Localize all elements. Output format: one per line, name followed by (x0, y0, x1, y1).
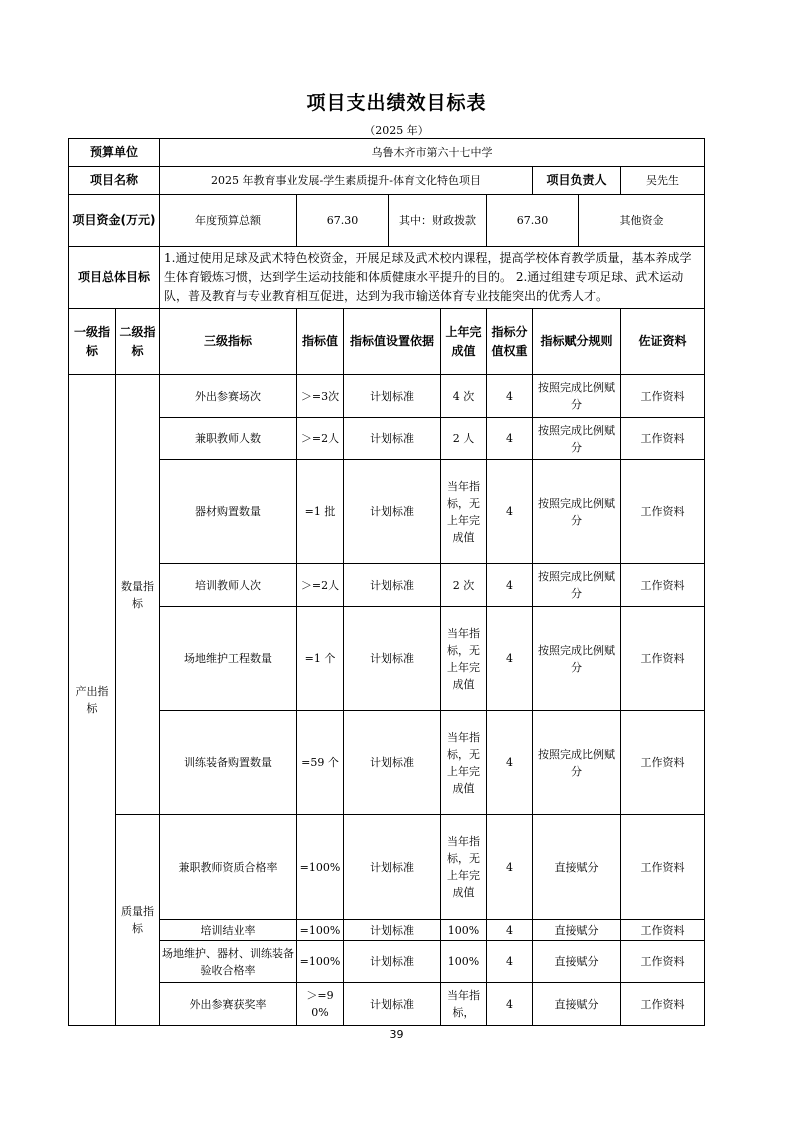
indicator-last-year: 当年指标，无上年完成值 (441, 711, 487, 815)
indicator-weight: 4 (487, 418, 533, 460)
indicator-rule: 直接赋分 (533, 815, 621, 920)
indicator-value: ＞=90% (297, 983, 344, 1026)
indicator-value: =1 批 (297, 460, 344, 564)
indicator-rule: 按照完成比例赋分 (533, 418, 621, 460)
fiscal-label: 其中：财政拨款 (389, 195, 487, 247)
page-title: 项目支出绩效目标表 (306, 92, 487, 114)
indicator-name: 训练装备购置数量 (160, 711, 297, 815)
indicator-rule: 直接赋分 (533, 920, 621, 941)
indicator-value: ＞=2人 (297, 418, 344, 460)
indicator-name: 兼职教师人数 (160, 418, 297, 460)
indicator-value: =1 个 (297, 607, 344, 711)
indicator-value: =59 个 (297, 711, 344, 815)
indicator-evidence: 工作资料 (621, 815, 705, 920)
header-level2: 二级指标 (116, 309, 160, 375)
level2-quality: 质量指标 (116, 815, 160, 1026)
indicator-evidence: 工作资料 (621, 375, 705, 418)
annual-budget-label: 年度预算总额 (160, 195, 297, 247)
indicator-weight: 4 (487, 983, 533, 1026)
indicator-weight: 4 (487, 375, 533, 418)
indicator-name: 外出参赛获奖率 (160, 983, 297, 1026)
page-number: 39 (389, 1028, 404, 1041)
indicator-name: 培训教师人次 (160, 564, 297, 607)
indicator-evidence: 工作资料 (621, 460, 705, 564)
indicator-last-year: 2 次 (441, 564, 487, 607)
indicator-evidence: 工作资料 (621, 607, 705, 711)
indicator-rule: 按照完成比例赋分 (533, 607, 621, 711)
indicator-weight: 4 (487, 711, 533, 815)
indicator-weight: 4 (487, 607, 533, 711)
indicator-rule: 按照完成比例赋分 (533, 711, 621, 815)
indicator-value: =100% (297, 815, 344, 920)
indicator-name: 培训结业率 (160, 920, 297, 941)
funds-label: 项目资金(万元) (69, 195, 160, 247)
indicator-basis: 计划标准 (344, 564, 441, 607)
header-value: 指标值 (297, 309, 344, 375)
year-label: （2025 年） (364, 124, 429, 137)
indicator-name: 场地维护、器材、训练装备验收合格率 (160, 941, 297, 983)
indicator-last-year: 当年指标， (441, 983, 487, 1026)
indicator-last-year: 100% (441, 941, 487, 983)
indicator-evidence: 工作资料 (621, 920, 705, 941)
indicator-name: 兼职教师资质合格率 (160, 815, 297, 920)
indicator-last-year: 当年指标，无上年完成值 (441, 815, 487, 920)
indicator-evidence: 工作资料 (621, 941, 705, 983)
budget-unit-label: 预算单位 (69, 139, 160, 167)
header-last-year: 上年完成值 (441, 309, 487, 375)
indicator-value: =100% (297, 920, 344, 941)
indicator-last-year: 当年指标，无上年完成值 (441, 607, 487, 711)
indicator-last-year: 2 人 (441, 418, 487, 460)
indicator-weight: 4 (487, 460, 533, 564)
project-name-value: 2025 年教育事业发展-学生素质提升-体育文化特色项目 (160, 167, 533, 195)
level1-output: 产出指标 (69, 375, 116, 1026)
indicator-name: 外出参赛场次 (160, 375, 297, 418)
indicator-rule: 直接赋分 (533, 983, 621, 1026)
indicator-basis: 计划标准 (344, 460, 441, 564)
other-funds-label: 其他资金 (579, 195, 705, 247)
indicator-evidence: 工作资料 (621, 564, 705, 607)
indicator-last-year: 当年指标，无上年完成值 (441, 460, 487, 564)
indicator-rule: 直接赋分 (533, 941, 621, 983)
goal-label: 项目总体目标 (69, 247, 160, 309)
header-basis: 指标值设置依据 (344, 309, 441, 375)
budget-unit-value: 乌鲁木齐市第六十七中学 (160, 139, 705, 167)
indicator-basis: 计划标准 (344, 920, 441, 941)
indicator-name: 器材购置数量 (160, 460, 297, 564)
indicator-basis: 计划标准 (344, 983, 441, 1026)
header-evidence: 佐证资料 (621, 309, 705, 375)
project-leader-label: 项目负责人 (533, 167, 621, 195)
header-rule: 指标赋分规则 (533, 309, 621, 375)
indicator-last-year: 100% (441, 920, 487, 941)
indicator-last-year: 4 次 (441, 375, 487, 418)
fiscal-value: 67.30 (487, 195, 579, 247)
indicator-basis: 计划标准 (344, 607, 441, 711)
indicator-weight: 4 (487, 920, 533, 941)
indicator-rule: 按照完成比例赋分 (533, 375, 621, 418)
header-level3: 三级指标 (160, 309, 297, 375)
indicator-value: ＞=2人 (297, 564, 344, 607)
indicator-evidence: 工作资料 (621, 418, 705, 460)
indicator-weight: 4 (487, 564, 533, 607)
project-name-label: 项目名称 (69, 167, 160, 195)
header-level1: 一级指标 (69, 309, 116, 375)
indicator-rule: 按照完成比例赋分 (533, 564, 621, 607)
indicator-basis: 计划标准 (344, 711, 441, 815)
level2-quantity: 数量指标 (116, 375, 160, 815)
header-weight: 指标分值权重 (487, 309, 533, 375)
indicator-basis: 计划标准 (344, 375, 441, 418)
project-leader-value: 吴先生 (621, 167, 705, 195)
goal-text: 1.通过使用足球及武术特色校资金，开展足球及武术校内课程，提高学校体育教学质量，基本养成学生体育锻炼习惯，达到学生运动技能和体质健康水平提升的目的。 2.通过组建专项足球、武术运动队，普及教育与专业教育相互促进，达到为我市输送体育专业技能突出的优秀人才。 (160, 247, 705, 309)
indicator-evidence: 工作资料 (621, 983, 705, 1026)
annual-budget-value: 67.30 (297, 195, 389, 247)
performance-table (68, 138, 705, 1026)
indicator-weight: 4 (487, 941, 533, 983)
indicator-evidence: 工作资料 (621, 711, 705, 815)
indicator-name: 场地维护工程数量 (160, 607, 297, 711)
indicator-rule: 按照完成比例赋分 (533, 460, 621, 564)
indicator-value: =100% (297, 941, 344, 983)
indicator-weight: 4 (487, 815, 533, 920)
indicator-basis: 计划标准 (344, 418, 441, 460)
indicator-basis: 计划标准 (344, 941, 441, 983)
indicator-basis: 计划标准 (344, 815, 441, 920)
indicator-value: ＞=3次 (297, 375, 344, 418)
